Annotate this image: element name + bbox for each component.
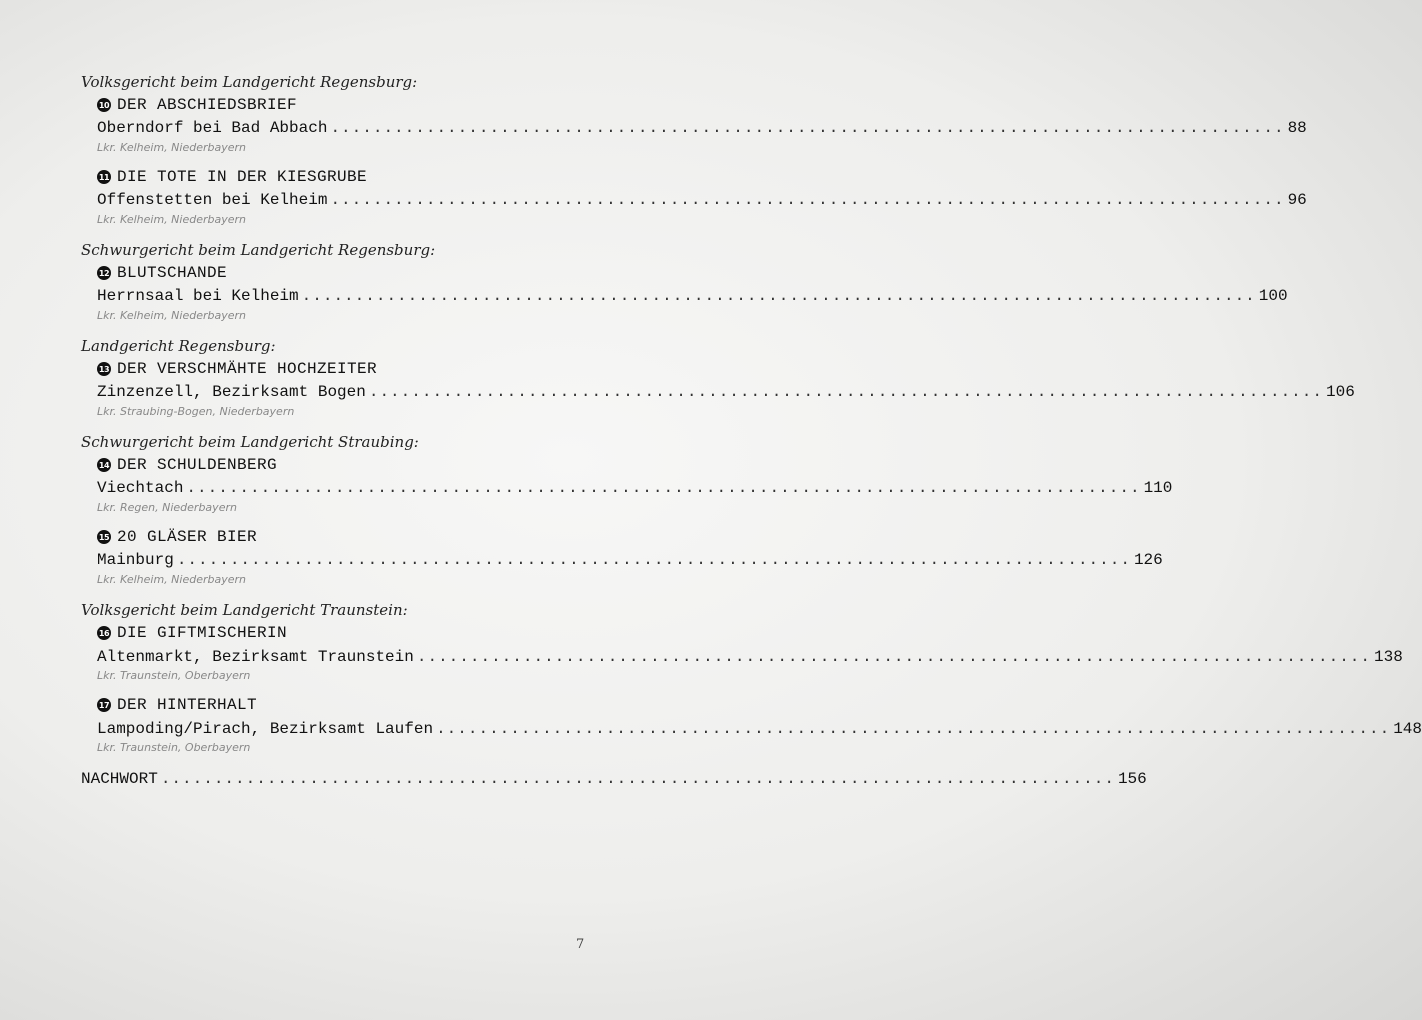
dot-leader: .......................................................................................... — [416, 648, 1371, 666]
district-note: Lkr. Traunstein, Oberbayern — [97, 741, 251, 754]
district-note: Lkr. Regen, Niederbayern — [97, 501, 237, 514]
dot-leader: .......................................................................................... — [301, 287, 1256, 305]
chapter-number-badge: 17 — [97, 698, 111, 712]
chapter-number-badge: 13 — [97, 362, 111, 376]
district-note: Lkr. Kelheim, Niederbayern — [97, 309, 246, 322]
entry-page-number: 148 — [1393, 720, 1422, 738]
dot-leader: .......................................................................................... — [330, 119, 1285, 137]
dot-leader: .......................................................................................... — [436, 720, 1391, 738]
toc-entry — [97, 551, 1163, 569]
entry-page-number: 88 — [1287, 119, 1307, 137]
entry-page-number: 106 — [1325, 383, 1355, 401]
entry-place: Viechtach — [97, 479, 184, 497]
chapter-title-text: BLUTSCHANDE — [117, 264, 228, 282]
toc-entry — [97, 648, 1403, 666]
entry-page-number: 138 — [1374, 648, 1403, 666]
chapter-number-badge: 16 — [97, 626, 111, 640]
chapter-number-badge: 11 — [97, 170, 111, 184]
chapter-title — [97, 696, 257, 714]
chapter-number-badge: 12 — [97, 266, 111, 280]
entry-page-number: 96 — [1287, 191, 1307, 209]
district-note: Lkr. Kelheim, Niederbayern — [97, 213, 246, 226]
chapter-title — [97, 456, 277, 474]
chapter-title — [97, 264, 227, 282]
chapter-title — [97, 624, 287, 642]
toc-entry — [97, 383, 1355, 401]
chapter-number-badge: 14 — [97, 458, 111, 472]
court-heading: Volksgericht beim Landgericht Traunstein: — [81, 601, 408, 619]
chapter-title-text: DIE GIFTMISCHERIN — [117, 624, 288, 642]
chapter-title — [97, 96, 297, 114]
chapter-title-text: DER HINTERHALT — [117, 696, 258, 714]
court-heading: Schwurgericht beim Landgericht Straubing: — [81, 433, 419, 451]
chapter-title — [97, 360, 377, 378]
toc-entry — [97, 287, 1288, 305]
dot-leader: .......................................................................................... — [160, 770, 1115, 788]
chapter-number-badge: 10 — [97, 98, 111, 112]
dot-leader: .......................................................................................... — [186, 479, 1141, 497]
chapter-title — [97, 528, 257, 546]
chapter-title-text: 20 GLÄSER BIER — [117, 528, 258, 546]
entry-place: Lampoding/Pirach, Bezirksamt Laufen — [97, 720, 434, 738]
dot-leader: .......................................................................................... — [368, 383, 1323, 401]
entry-page-number: 110 — [1143, 479, 1173, 497]
chapter-title-text: DIE TOTE IN DER KIESGRUBE — [117, 168, 368, 186]
dot-leader: .......................................................................................... — [330, 191, 1285, 209]
district-note: Lkr. Kelheim, Niederbayern — [97, 573, 246, 586]
court-heading: Schwurgericht beim Landgericht Regensburg: — [81, 241, 436, 259]
district-note: Lkr. Kelheim, Niederbayern — [97, 141, 246, 154]
toc-entry — [97, 191, 1307, 209]
nachwort-label: NACHWORT — [81, 770, 158, 788]
dot-leader: .......................................................................................... — [176, 551, 1131, 569]
nachwort-entry — [81, 770, 1147, 788]
district-note: Lkr. Traunstein, Oberbayern — [97, 669, 251, 682]
chapter-number-badge: 15 — [97, 530, 111, 544]
toc-entry — [97, 119, 1307, 137]
entry-page-number: 126 — [1133, 551, 1163, 569]
court-heading: Volksgericht beim Landgericht Regensburg: — [81, 73, 418, 91]
entry-place: Altenmarkt, Bezirksamt Traunstein — [97, 648, 414, 666]
chapter-title-text: DER SCHULDENBERG — [117, 456, 278, 474]
chapter-title — [97, 168, 367, 186]
entry-place: Oberndorf bei Bad Abbach — [97, 119, 328, 137]
nachwort-page-number: 156 — [1117, 770, 1147, 788]
court-heading: Landgericht Regensburg: — [81, 337, 276, 355]
chapter-title-text: DER VERSCHMÄHTE HOCHZEITER — [117, 360, 378, 378]
toc-entry — [97, 479, 1173, 497]
chapter-title-text: DER ABSCHIEDSBRIEF — [117, 96, 298, 114]
district-note: Lkr. Straubing-Bogen, Niederbayern — [97, 405, 295, 418]
entry-place: Mainburg — [97, 551, 174, 569]
entry-page-number: 100 — [1258, 287, 1288, 305]
entry-place: Zinzenzell, Bezirksamt Bogen — [97, 383, 366, 401]
entry-place: Offenstetten bei Kelheim — [97, 191, 328, 209]
page-folio: 7 — [576, 937, 585, 952]
toc-entry — [97, 720, 1422, 738]
entry-place: Herrnsaal bei Kelheim — [97, 287, 299, 305]
